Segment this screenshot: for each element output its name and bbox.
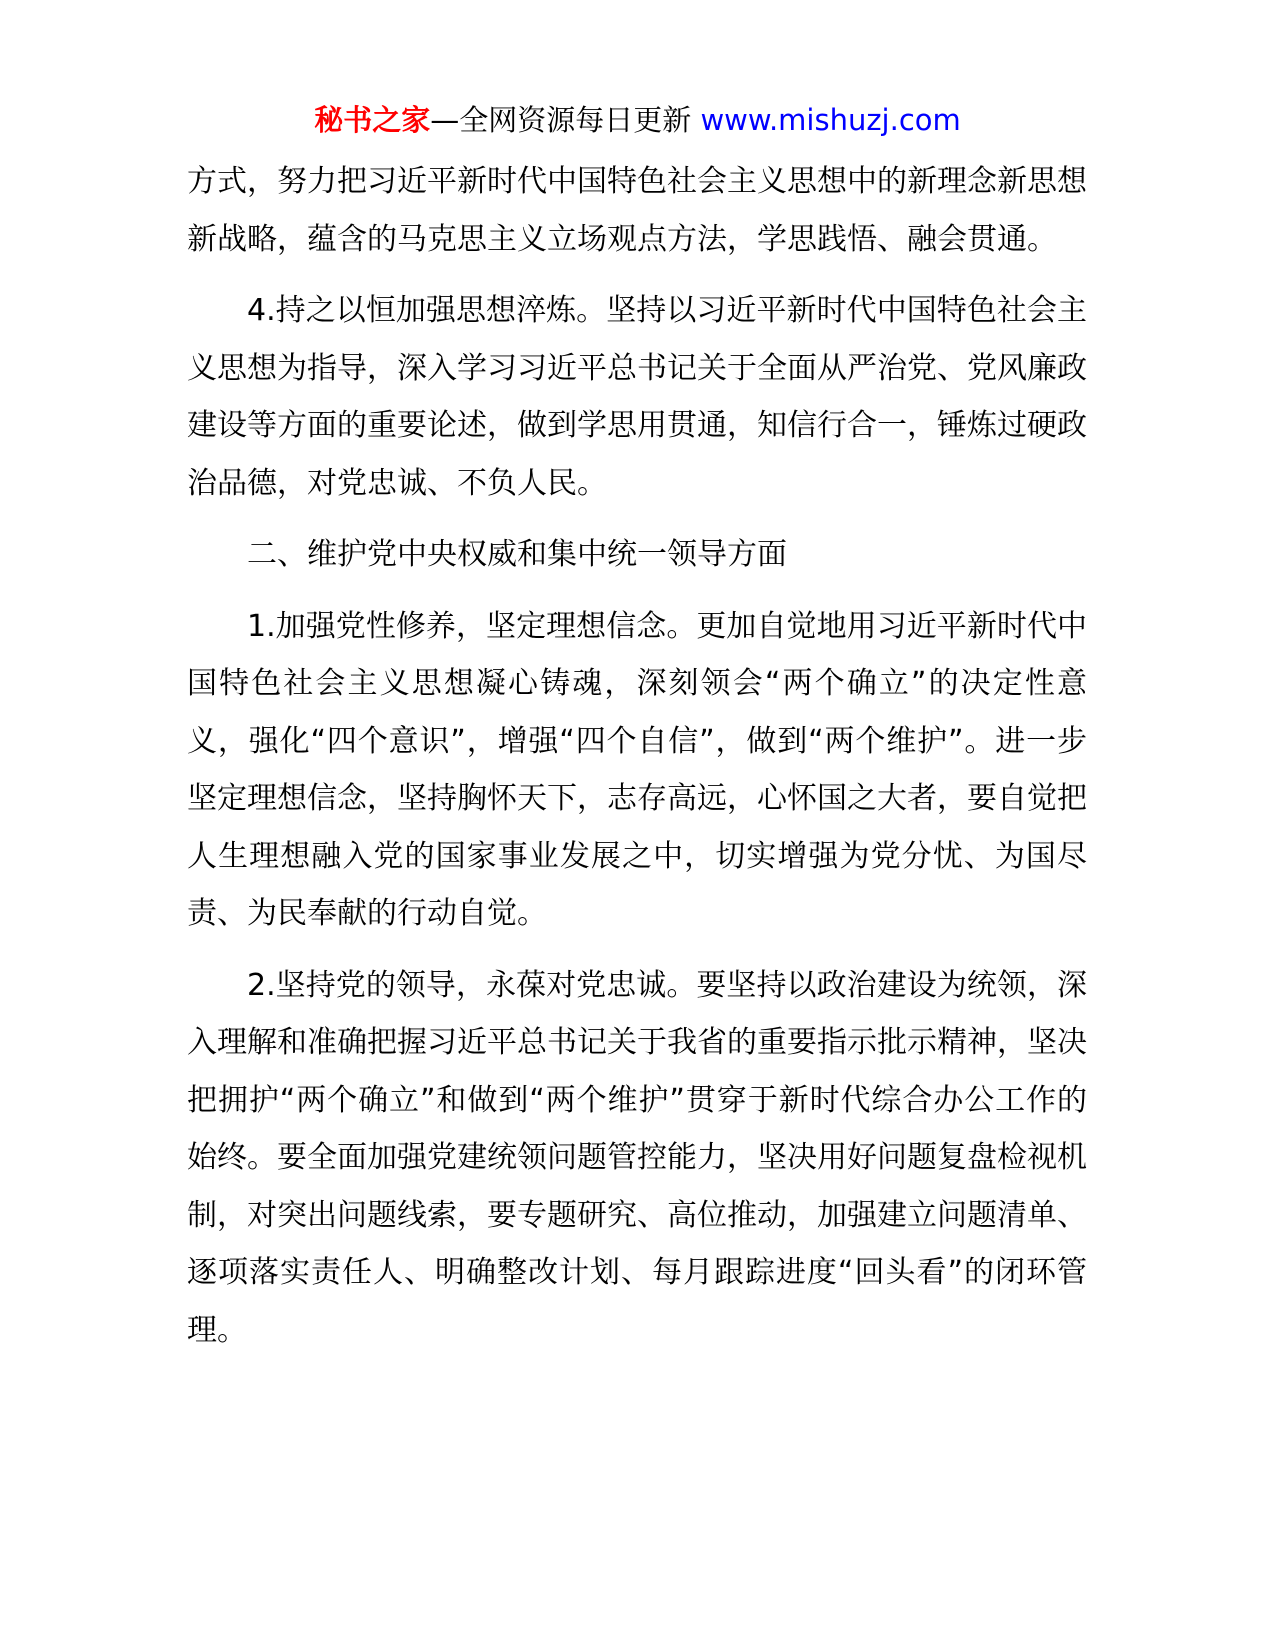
document-body <box>187 153 1087 1373</box>
header-slogan: —全网资源每日更新 <box>430 103 701 137</box>
paragraph-item-2: 2.坚持党的领导，永葆对党忠诚。要坚持以政治建设为统领，深入理解和准确把握习近平总书记关于我省的重要指示批示精神，坚决把拥护“两个确立”和做到“两个维护”贯穿于新时代综合办公工作的始终。要全面加强党建统领问题管控能力，坚决用好问题复盘检视机制，对突出问题线索，要专题研究、高位推动，加强建立问题清单、逐项落实责任人、明确整改计划、每月跟踪进度“回头看”的闭环管理。 <box>187 967 1087 1348</box>
paragraph-item-4: 4.持之以恒加强思想淬炼。坚持以习近平新时代中国特色社会主义思想为指导，深入学习习近平总书记关于全面从严治党、党风廉政建设等方面的重要论述，做到学思用贯通，知信行合一，锤炼过硬政治品德，对党忠诚、不负人民。 <box>187 293 1087 501</box>
page-header <box>0 100 1275 140</box>
header-brand: 秘书之家 <box>314 103 431 137</box>
paragraph-continuation: 方式，努力把习近平新时代中国特色社会主义思想中的新理念新思想新战略，蕴含的马克思主义立场观点方法，学思践悟、融会贯通。 <box>187 164 1087 257</box>
section-heading-2: 二、维护党中央权威和集中统一领导方面 <box>247 537 787 572</box>
paragraph-item-1: 1.加强党性修养，坚定理想信念。更加自觉地用习近平新时代中国特色社会主义思想凝心铸魂，深刻领会“两个确立”的决定性意义，强化“四个意识”，增强“四个自信”，做到“两个维护”。进一步坚定理想信念，坚持胸怀天下，志存高远，心怀国之大者，要自觉把人生理想融入党的国家事业发展之中，切实增强为党分忧、为国尽责、为民奉献的行动自觉。 <box>187 608 1087 931</box>
header-url[interactable]: www.mishuzj.com <box>700 103 961 137</box>
